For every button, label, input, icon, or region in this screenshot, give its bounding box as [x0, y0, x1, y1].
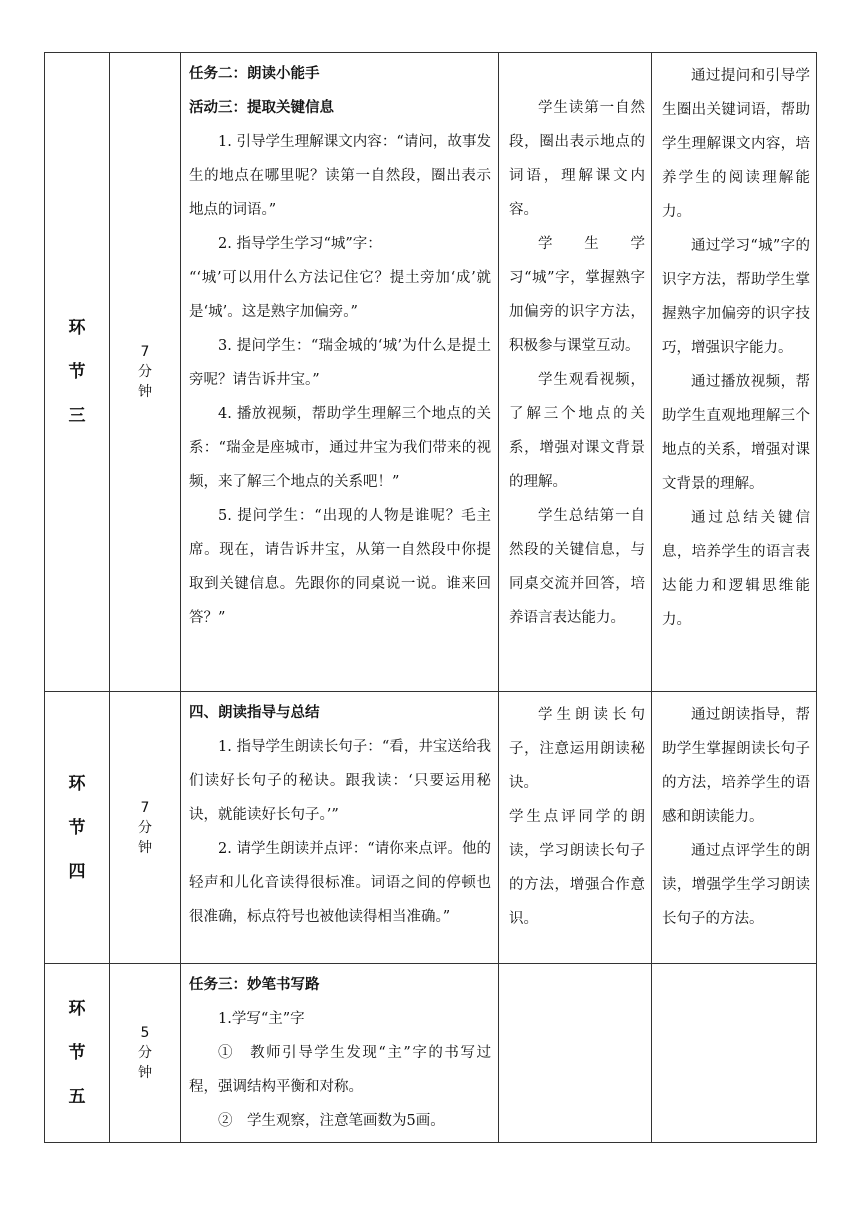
design-intent: 通过点评学生的朗读，增强学生学习朗读长句子的方法。 — [662, 843, 810, 927]
stage-char: 四 — [68, 861, 86, 882]
table-row — [45, 964, 817, 1143]
table-row — [45, 53, 817, 692]
teacher-activity-cell — [181, 53, 499, 692]
student-activity: 学生朗读长句子，注意运用朗读秘诀。 — [509, 707, 645, 791]
stage-char: 环 — [68, 318, 86, 338]
time-unit: 钟 — [138, 1065, 152, 1081]
teacher-step: 2. 请学生朗读并点评：“请你来点评。他的轻声和儿化音读得很标准。词语之间的停顿也很准确，标点符号也被他读得相当准确。” — [189, 841, 491, 925]
student-activity: 学生总结第一自然段的关键信息，与同桌交流并回答，培养语言表达能力。 — [509, 508, 645, 626]
teacher-step: 4. 播放视频，帮助学生理解三个地点的关系：“瑞金是座城市，通过井宝为我们带来的视频，来了解三个地点的关系吧！” — [189, 406, 491, 490]
teacher-activity-cell — [181, 692, 499, 964]
teacher-step: ② 学生观察，注意笔画数为5画。 — [218, 1113, 445, 1129]
design-intent: 通过学习“城”字的识字方法，帮助学生掌握熟字加偏旁的识字技巧，增强识字能力。 — [662, 238, 810, 356]
table-row — [45, 692, 817, 964]
time-cell — [110, 53, 181, 692]
time-value: 7 — [140, 344, 150, 360]
stage-char: 环 — [68, 773, 86, 794]
teacher-step: 3. 提问学生：“瑞金城的‘城’为什么是提土旁呢？请告诉井宝。” — [189, 338, 491, 388]
time-cell — [110, 964, 181, 1143]
teacher-step: 1. 指导学生朗读长句子：“看，井宝送给我们读好长句子的秘诀。跟我读：‘只要运用秘诀，就能读好长句子。’” — [189, 739, 491, 823]
time-unit: 分 — [138, 1045, 152, 1061]
design-intent-cell — [652, 964, 817, 1143]
student-activity-cell — [499, 964, 652, 1143]
time-unit: 分 — [138, 819, 152, 836]
lesson-plan-table — [44, 52, 817, 1143]
teacher-step: “‘城’可以用什么方法记住它？提土旁加‘成’就是‘城’。这是熟字加偏旁。” — [189, 270, 491, 320]
time-value: 7 — [140, 799, 150, 816]
time-unit: 钟 — [138, 839, 152, 856]
design-intent: 通过朗读指导，帮助学生掌握朗读长句子的方法，培养学生的语感和朗读能力。 — [662, 707, 810, 825]
time-unit: 分 — [138, 364, 152, 380]
design-intent: 通过总结关键信息，培养学生的语言表达能力和逻辑思维能力。 — [662, 510, 810, 628]
design-intent-cell — [652, 53, 817, 692]
stage-char: 节 — [68, 362, 86, 382]
activity-heading: 活动三：提取关键信息 — [189, 100, 334, 116]
task-heading: 任务三：妙笔书写路 — [189, 977, 320, 993]
teacher-step: 2. 指导学生学习“城”字： — [218, 236, 382, 252]
stage-cell — [45, 692, 110, 964]
teacher-activity-cell — [181, 964, 499, 1143]
teacher-step: 5. 提问学生：“出现的人物是谁呢？毛主席。现在，请告诉井宝，从第一自然段中你提取到关键信息。先跟你的同桌说一说。谁来回答？” — [189, 508, 491, 626]
teacher-step: ① 教师引导学生发现“主”字的书写过程，强调结构平衡和对称。 — [189, 1045, 491, 1095]
time-cell — [110, 692, 181, 964]
stage-char: 五 — [68, 1087, 86, 1107]
design-intent: 通过提问和引导学生圈出关键词语，帮助学生理解课文内容，培养学生的阅读理解能力。 — [662, 68, 810, 220]
teacher-step: 1. 引导学生理解课文内容：“请问，故事发生的地点在哪里呢？读第一自然段，圈出表示地点的词语。” — [189, 134, 491, 218]
section-heading: 四、朗读指导与总结 — [189, 705, 320, 721]
stage-char: 节 — [68, 1043, 86, 1063]
time-unit: 钟 — [138, 384, 152, 400]
student-activity-cell — [499, 692, 652, 964]
stage-char: 节 — [68, 817, 86, 838]
student-activity: 学生观看视频，了解三个地点的关系，增强对课文背景的理解。 — [509, 372, 645, 490]
student-activity: 学生点评同学的朗读，学习朗读长句子的方法，增强合作意识。 — [509, 809, 645, 927]
stage-char: 环 — [68, 999, 86, 1019]
time-value: 5 — [140, 1025, 150, 1041]
task-heading: 任务二：朗读小能手 — [189, 66, 320, 82]
stage-char: 三 — [68, 406, 86, 426]
design-intent: 通过播放视频，帮助学生直观地理解三个地点的关系，增强对课文背景的理解。 — [662, 374, 810, 492]
stage-cell — [45, 964, 110, 1143]
stage-cell — [45, 53, 110, 692]
student-activity: 学生读第一自然段，圈出表示地点的词语，理解课文内容。 — [509, 100, 645, 218]
teacher-step: 1.学写“主”字 — [218, 1011, 305, 1027]
student-activity: 学生学习“城”字，掌握熟字加偏旁的识字方法，积极参与课堂互动。 — [509, 236, 645, 354]
student-activity-cell — [499, 53, 652, 692]
design-intent-cell — [652, 692, 817, 964]
